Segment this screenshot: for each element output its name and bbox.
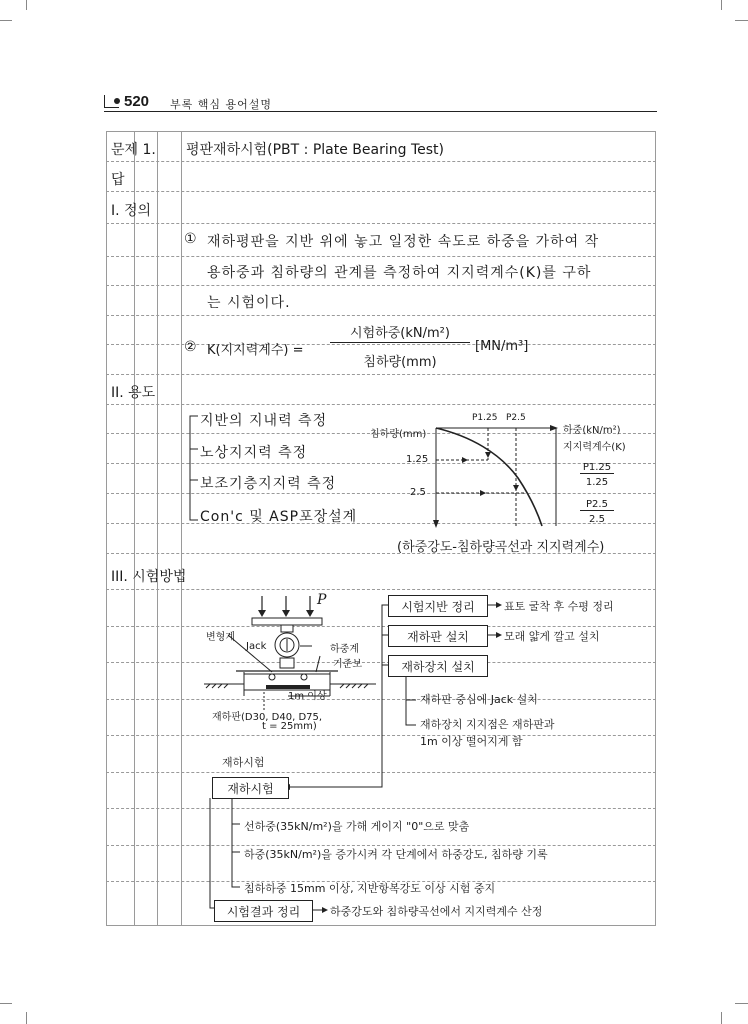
formula-unit: [MN/m³] <box>475 339 529 354</box>
flow-note: 하중(35kN/m²)을 증가시켜 각 단계에서 하중강도, 침하량 기록 <box>244 848 548 861</box>
flow-note: 재하장치 지지점은 재하판과 <box>420 718 555 731</box>
section3-heading: III. 시험방법 <box>111 569 187 585</box>
flow-note: 선하중(35kN/m²)을 가해 게이지 "0"으로 맞춤 <box>244 820 470 833</box>
crop-mark <box>721 0 722 10</box>
grid-row-line <box>106 404 656 405</box>
grid-row-line <box>106 374 656 375</box>
header-rule <box>104 111 657 112</box>
use-item: 노상지지력 측정 <box>200 445 308 461</box>
flow-box-plate-installation: 재하판 설치 <box>388 625 488 647</box>
definition-line-1: 재하평판을 지반 위에 놓고 일정한 속도로 하중을 가하여 작 <box>207 234 600 250</box>
page-number: 520 <box>124 93 150 110</box>
flow-box-site-preparation: 시험지반 정리 <box>388 595 488 617</box>
flow-note: 1m 이상 떨어지게 함 <box>420 735 523 748</box>
flow-box-results: 시험결과 정리 <box>214 900 313 922</box>
graph-top-label: P1.25 <box>472 413 498 423</box>
graph-caption: (하중강도-침하량곡선과 지지력계수) <box>397 540 605 555</box>
crop-mark <box>0 1003 12 1004</box>
grid-row-line <box>106 256 656 257</box>
fraction-bar <box>330 342 470 343</box>
flow-note: 재하판 중심에 Jack 설치 <box>420 693 538 706</box>
k-fraction-1-num: P1.25 <box>580 462 614 474</box>
reference-beam-label: 기준보 <box>333 659 362 670</box>
crop-mark <box>26 1012 27 1024</box>
problem-label: 문제 1. <box>111 142 156 158</box>
distance-label: 1m 이상 <box>288 691 327 702</box>
grid-column-line <box>157 131 158 926</box>
flow-note: 하중강도와 침하량곡선에서 지지력계수 산정 <box>330 905 543 918</box>
graph-y-tick: 2.5 <box>410 487 426 498</box>
use-item: 보조기층지지력 측정 <box>200 476 337 492</box>
grid-row-line <box>106 223 656 224</box>
use-item: Con'c 및 ASP포장설계 <box>200 509 358 525</box>
k-fraction-1-den: 1.25 <box>585 477 609 488</box>
problem-title: 평판재하시험(PBT : Plate Bearing Test) <box>186 142 444 158</box>
flow-note: 표토 굴착 후 수평 정리 <box>504 600 614 613</box>
crop-mark <box>26 0 27 10</box>
section1-heading: I. 정의 <box>111 203 152 219</box>
flow-box-device-installation: 재하장치 설치 <box>388 655 488 677</box>
grid-row-line <box>106 161 656 162</box>
load-label: P <box>317 592 327 608</box>
use-item: 지반의 지내력 측정 <box>200 413 328 429</box>
flow-note: 모래 얇게 깔고 설치 <box>504 630 600 643</box>
definition-line-3: 는 시험이다. <box>207 295 291 311</box>
header-bullet <box>114 98 120 104</box>
definition-line-2: 용하중과 침하량의 관계를 측정하여 지지력계수(K)를 구하 <box>207 265 592 281</box>
grid-row-line <box>106 315 656 316</box>
section-title: 부록 핵심 용어설명 <box>170 98 273 111</box>
load-gauge-label: 하중계 <box>330 644 359 655</box>
graph-top-label: P2.5 <box>506 413 526 423</box>
k-fraction-2-num: P2.5 <box>580 499 614 511</box>
flow-box-loading-test: 재하시험 <box>212 777 289 799</box>
loading-heading: 재하시험 <box>222 756 265 769</box>
k-fraction-2-den: 2.5 <box>589 514 605 525</box>
item2-marker: ② <box>184 339 197 355</box>
crop-mark <box>735 1003 748 1004</box>
graph-y-axis-label: 침하량(mm) <box>370 429 427 440</box>
item1-marker: ① <box>184 231 197 247</box>
graph-x-axis-label: 하중(kN/m²) <box>563 425 621 436</box>
formula-lhs: K(지지력계수) = <box>207 343 304 358</box>
crop-mark <box>0 20 12 21</box>
displacement-gauge-label: 변형계 <box>206 632 235 643</box>
plate-spec-label: 재하판(D30, D40, D75, <box>212 712 323 723</box>
grid-row-line <box>106 285 656 286</box>
crop-mark <box>735 20 748 21</box>
grid-row-line <box>106 191 656 192</box>
answer-label: 답 <box>111 172 125 188</box>
formula-numerator: 시험하중(kN/m²) <box>350 326 450 341</box>
section2-heading: II. 용도 <box>111 385 156 401</box>
jack-label: Jack <box>246 641 267 652</box>
plate-thickness-label: t = 25mm) <box>262 721 317 732</box>
graph-y-tick: 1.25 <box>406 454 429 465</box>
flow-note: 침하하중 15mm 이상, 지반항복강도 이상 시험 중지 <box>244 882 496 895</box>
graph-right-label: 지지력계수(K) <box>563 442 626 453</box>
crop-mark <box>721 1012 722 1024</box>
grid-column-line <box>134 131 135 926</box>
formula-denominator: 침하량(mm) <box>363 355 437 370</box>
